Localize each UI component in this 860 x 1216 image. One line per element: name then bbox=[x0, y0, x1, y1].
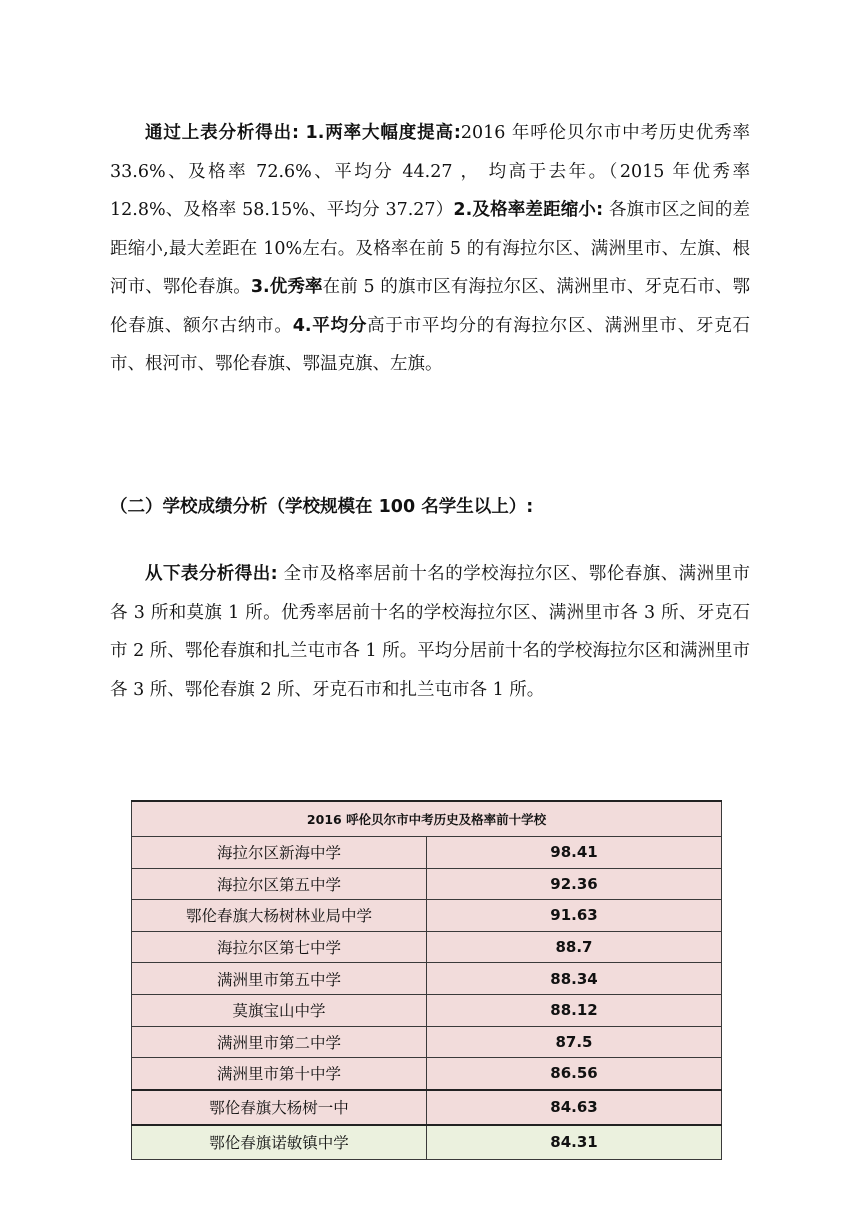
para1-lead: 通过上表分析得出: bbox=[145, 123, 300, 143]
school-name: 鄂伦春旗诺敏镇中学 bbox=[132, 1125, 427, 1160]
point-1-label: 1.两率大幅度提高: bbox=[305, 123, 461, 143]
school-name: 鄂伦春旗大杨树林业局中学 bbox=[132, 900, 427, 932]
table-row bbox=[132, 1125, 722, 1160]
analysis-paragraph-2 bbox=[110, 555, 750, 709]
point-1-text: 2016 年呼伦贝尔市中考历史优秀率 33.6%、及格率 72.6%、平均分 44.27 ， 均高于去年。（2015 年优秀率 12.8%、及格率 58.15%、平均分 37.27） bbox=[110, 123, 750, 220]
table-row bbox=[132, 931, 722, 963]
table-row bbox=[132, 868, 722, 900]
pass-rate: 88.34 bbox=[427, 963, 722, 995]
pass-rate: 88.7 bbox=[427, 931, 722, 963]
point-3-label: 3.优秀率 bbox=[250, 277, 323, 297]
top-ten-schools-table bbox=[131, 800, 722, 1160]
table-row bbox=[132, 1026, 722, 1058]
pass-rate: 88.12 bbox=[427, 994, 722, 1026]
school-name: 鄂伦春旗大杨树一中 bbox=[132, 1090, 427, 1125]
point-4-label: 4.平均分 bbox=[292, 315, 368, 336]
pass-rate: 98.41 bbox=[427, 837, 722, 869]
pass-rate: 91.63 bbox=[427, 900, 722, 932]
table-row bbox=[132, 994, 722, 1026]
section-heading-school-analysis: （二）学校成绩分析（学校规模在 100 名学生以上）: bbox=[110, 497, 534, 517]
point-4-text: 高于市平均分的有海拉尔区、满洲里市、牙克石市、根河市、鄂伦春旗、鄂温克旗、左旗。 bbox=[110, 315, 751, 374]
school-name: 满洲里市第五中学 bbox=[132, 963, 427, 995]
point-2-text: 各旗市区之间的差距缩小,最大差距在 10%左右。及格率在前 5 的有海拉尔区、满洲里市、左旗、根河市、鄂伦春旗。 bbox=[110, 200, 751, 297]
table-row bbox=[132, 837, 722, 869]
pass-rate: 84.63 bbox=[427, 1090, 722, 1125]
school-name: 海拉尔区第七中学 bbox=[132, 931, 427, 963]
table-title-row bbox=[132, 801, 722, 837]
table-row bbox=[132, 1090, 722, 1125]
school-name: 海拉尔区第五中学 bbox=[132, 868, 427, 900]
pass-rate: 92.36 bbox=[427, 868, 722, 900]
school-name: 海拉尔区新海中学 bbox=[132, 837, 427, 869]
pass-rate: 87.5 bbox=[427, 1026, 722, 1058]
pass-rate: 86.56 bbox=[427, 1058, 722, 1090]
table-row bbox=[132, 900, 722, 932]
school-name: 满洲里市第十中学 bbox=[132, 1058, 427, 1090]
table-row bbox=[132, 1058, 722, 1090]
analysis-paragraph-1 bbox=[110, 114, 750, 384]
table-row bbox=[132, 963, 722, 995]
school-name: 满洲里市第二中学 bbox=[132, 1026, 427, 1058]
school-name: 莫旗宝山中学 bbox=[132, 994, 427, 1026]
table-title: 2016 呼伦贝尔市中考历史及格率前十学校 bbox=[132, 801, 722, 837]
pass-rate: 84.31 bbox=[427, 1125, 722, 1160]
point-3-text: 在前 5 的旗市区有海拉尔区、满洲里市、牙克石市、鄂伦春旗、额尔古纳市。 bbox=[110, 277, 751, 336]
point-2-label: 2.及格率差距缩小: bbox=[453, 200, 604, 220]
para2-lead: 从下表分析得出: bbox=[145, 564, 278, 584]
para2-text: 全市及格率居前十名的学校海拉尔区、鄂伦春旗、满洲里市各 3 所和莫旗 1 所。优秀率居前十名的学校海拉尔区、满洲里市各 3 所、牙克石市 2 所、鄂伦春旗和扎兰屯市各 1 所。平均分居前十名的学校海拉尔区和满洲里市各 3 所、鄂伦春旗 2 所、牙克石市和扎兰屯市各 1 所。 bbox=[110, 564, 751, 700]
